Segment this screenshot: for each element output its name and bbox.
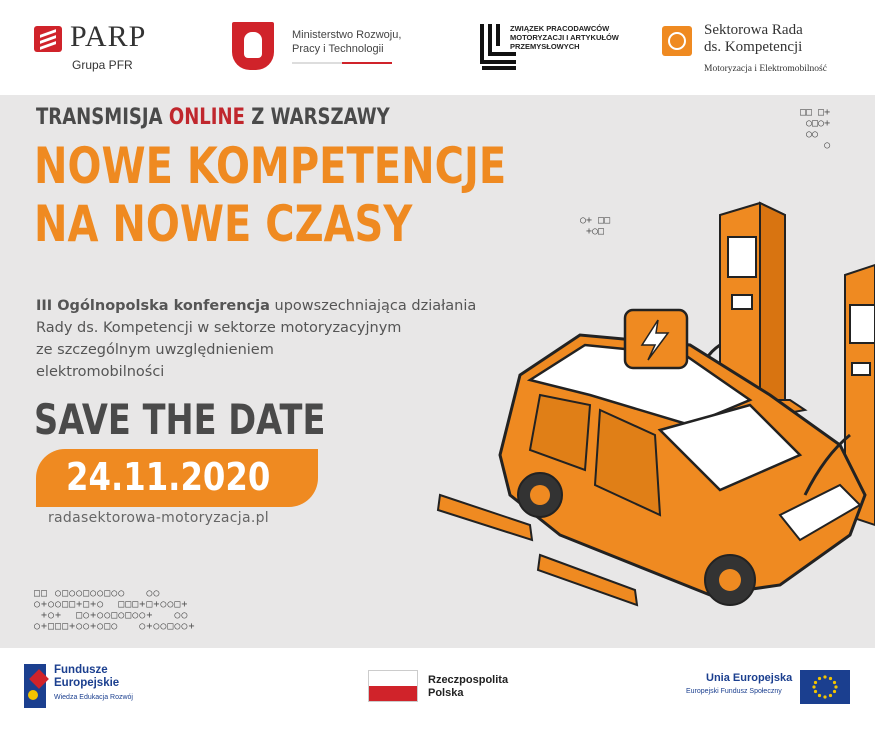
polish-flag-icon	[368, 670, 418, 702]
electric-car-charging-illustration	[420, 195, 875, 648]
event-url[interactable]: radasektorowa-motoryzacja.pl	[48, 510, 269, 526]
ue-name: Unia Europejska	[706, 672, 793, 684]
eyebrow-text: TRANSMISJA ONLINE Z WARSZAWY	[36, 105, 390, 130]
ministry-logo	[232, 20, 422, 80]
event-panel	[0, 95, 875, 648]
logos-header	[0, 0, 875, 95]
date-badge	[36, 449, 318, 507]
ministry-underline	[292, 62, 392, 64]
zwiazek-name: ZWIĄZEK PRACODAWCÓW MOTORYZACJI I ARTYKUŁÓW PRZEMYSŁOWYCH	[510, 24, 619, 51]
headline-line-2: NA NOWE CZASY	[34, 195, 413, 253]
fe-name: Fundusze Europejskie	[54, 664, 120, 689]
decorative-pattern: □□ ○□○○□○○□○○ ○○ ○+○○□□+□+○ □□□+□+○○□+ +○+ □○+○○□○□○○+ ○○ ○+□□□+○○+○□○ ○+○○□○○+	[34, 588, 196, 632]
event-description: III Ogólnopolska konferencja upowszechniająca działania Rady ds. Kompetencji w sektorze motoryzacyjnym ze szczególnym uwzględnieniem elektromobilności	[36, 298, 477, 380]
unia-europejska-logo	[660, 668, 860, 708]
ministry-name: Ministerstwo Rozwoju, Pracy i Technologii	[292, 29, 402, 55]
fundusze-europejskie-logo	[24, 662, 164, 712]
headline-line-1: NOWE KOMPETENCJE	[34, 137, 507, 195]
ue-sub: Europejski Fundusz Społeczny	[686, 688, 782, 695]
rada-sub: Motoryzacja i Elektromobilność	[704, 64, 827, 74]
fundusze-europejskie-flag-icon	[24, 664, 46, 708]
online-highlight: ONLINE	[168, 105, 245, 130]
eu-flag-icon	[800, 670, 850, 704]
polish-eagle-emblem-icon	[232, 22, 274, 70]
lightning-bolt-icon	[625, 310, 687, 368]
funding-logos-footer	[0, 648, 875, 729]
fe-sub: Wiedza Edukacja Rozwój	[54, 694, 133, 701]
rada-name: Sektorowa Rada ds. Kompetencji	[704, 22, 803, 55]
parp-logo	[34, 20, 184, 80]
parp-sub: Grupa PFR	[72, 58, 133, 72]
zwiazek-logo	[478, 20, 638, 80]
rada-logo	[662, 20, 862, 80]
decorative-pattern-mid: ○+ □□ +○□	[580, 215, 611, 237]
rp-name: Rzeczpospolita Polska	[428, 674, 509, 699]
decorative-pattern-top-right: □□ □+ ○□○+ ○○ ○	[800, 107, 831, 151]
event-date: 24.11.2020	[66, 455, 271, 499]
save-the-date: SAVE THE DATE	[34, 395, 326, 444]
rzeczpospolita-logo	[368, 668, 528, 708]
parp-name: PARP	[70, 20, 147, 53]
rada-logo-icon	[662, 26, 692, 56]
parp-logo-icon	[34, 26, 62, 52]
